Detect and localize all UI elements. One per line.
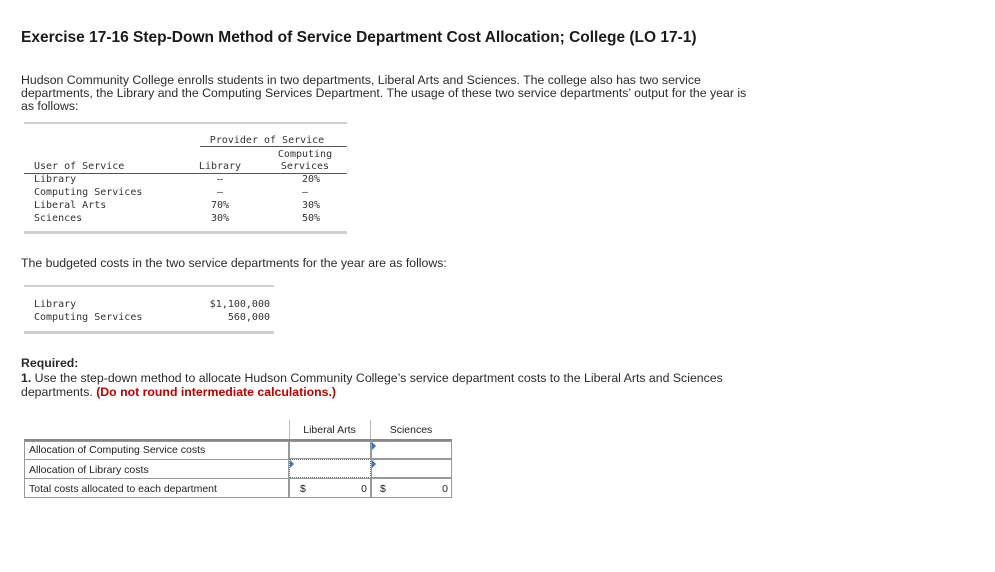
intro-line-1: Hudson Community College enrolls students in two departments, Liberal Arts and Sciences. The college also has two service — [21, 73, 701, 87]
library-col-header: Library — [198, 161, 242, 172]
total-row-label: Total costs allocated to each department — [29, 483, 217, 495]
rounding-note: (Do not round intermediate calculations.) — [96, 385, 336, 399]
total-liberal-arts-currency: $ — [300, 483, 306, 495]
required-line-1 — [21, 372, 821, 385]
usage-row-library: — — [216, 174, 224, 185]
required-line-2 — [21, 386, 821, 399]
header-divider — [370, 420, 371, 440]
required-number: 1. — [21, 371, 32, 385]
user-of-service-header: User of Service — [34, 161, 125, 172]
budget-row-label: Library — [34, 299, 77, 310]
header-divider — [289, 420, 290, 440]
budget-table-top-rule — [24, 285, 274, 287]
usage-row-computing: 20% — [301, 174, 320, 185]
exercise-title: Exercise 17-16 Step-Down Method of Service Department Cost Allocation; College (LO 17-1) — [21, 29, 697, 46]
sciences-col-header: Sciences — [389, 424, 433, 436]
provider-header-rule — [200, 146, 347, 147]
computing-allocation-sciences-input[interactable] — [371, 441, 452, 459]
usage-row-label: Sciences — [34, 213, 83, 224]
row-divider — [24, 459, 289, 460]
intro-line-2: departments, the Library and the Computing Services Department. The usage of these two service departments’ output for the year is — [21, 86, 747, 100]
required-text: Use the step-down method to allocate Hudson Community College’s service department costs to the Liberal Arts and Sciences — [31, 371, 723, 385]
usage-row-library: 30% — [210, 213, 230, 224]
row-divider — [24, 478, 289, 479]
usage-row-label: Computing Services — [34, 187, 143, 198]
budget-table-bottom-rule — [24, 331, 274, 334]
liberal-arts-col-header: Liberal Arts — [303, 424, 356, 436]
computing-header-line-2: Services — [280, 161, 330, 172]
library-allocation-sciences-input[interactable] — [371, 459, 452, 478]
input-marker-icon — [290, 460, 294, 468]
answer-row-label: Allocation of Library costs — [29, 464, 149, 476]
usage-row-label: Liberal Arts — [34, 200, 107, 211]
total-sciences-value: 0 — [442, 483, 448, 495]
total-liberal-arts-value: 0 — [361, 483, 367, 495]
budget-row-amount: $1,100,000 — [209, 299, 270, 310]
total-sciences-currency: $ — [380, 483, 386, 495]
required-heading: Required: — [21, 356, 79, 370]
usage-row-library: — — [216, 187, 224, 198]
library-allocation-liberal-arts-input[interactable] — [289, 459, 371, 478]
usage-row-computing: — — [301, 187, 309, 198]
intro-line-3: as follows: — [21, 99, 79, 113]
answer-row-label: Allocation of Computing Service costs — [29, 444, 206, 456]
provider-of-service-header: Provider of Service — [209, 135, 325, 146]
computing-header-line-1: Computing — [277, 149, 333, 160]
usage-row-library: 70% — [210, 200, 230, 211]
budget-row-label: Computing Services — [34, 312, 143, 323]
input-marker-icon — [372, 460, 376, 468]
usage-table-bottom-rule — [24, 231, 347, 234]
budget-row-amount: 560,000 — [227, 312, 270, 323]
usage-row-computing: 50% — [301, 213, 320, 224]
input-marker-icon — [372, 442, 376, 450]
usage-row-computing: 30% — [301, 200, 320, 211]
usage-row-label: Library — [34, 174, 77, 185]
computing-allocation-liberal-arts-input[interactable] — [289, 441, 371, 459]
required-text-2: departments. — [21, 385, 97, 399]
budget-intro: The budgeted costs in the two service departments for the year are as follows: — [21, 256, 447, 270]
usage-table-top-rule — [24, 122, 347, 124]
